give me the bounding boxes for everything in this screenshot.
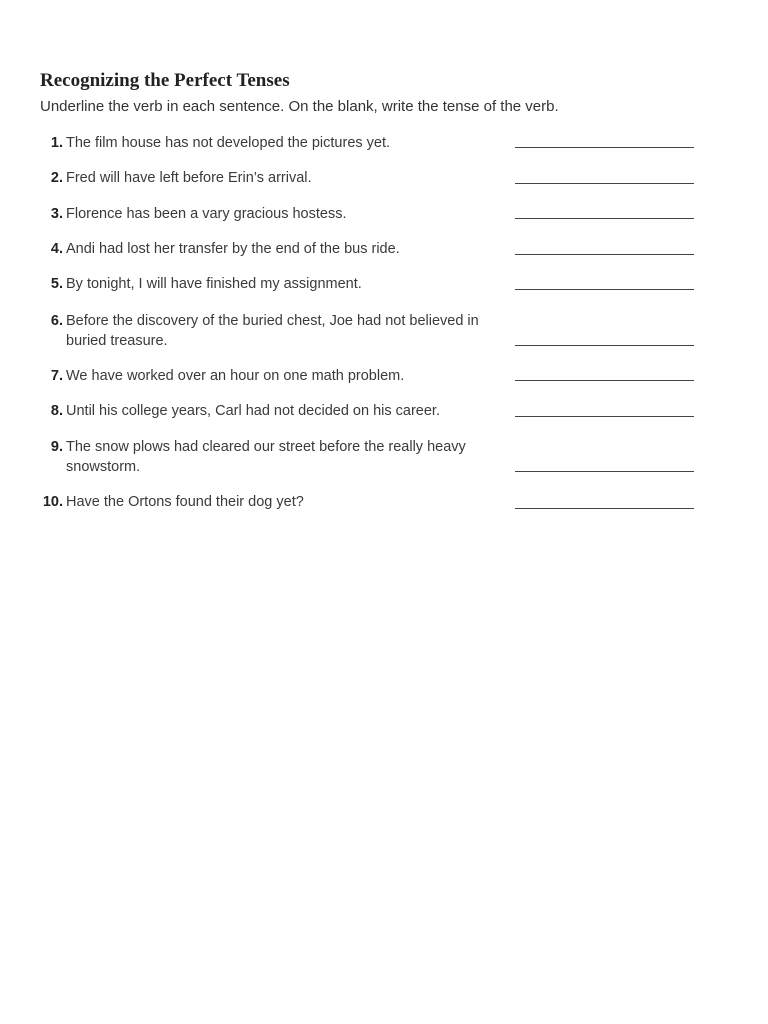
item-text: Fred will have left before Erin’s arrival. [66,170,312,186]
item-text: The snow plows had cleared our street before the really heavy snowstorm. [66,439,466,475]
answer-blank[interactable] [515,345,694,346]
answer-blank[interactable] [515,147,694,148]
answer-blank[interactable] [515,508,694,509]
item-number: 9. [50,439,63,455]
item-text: We have worked over an hour on one math problem. [66,368,405,384]
answer-blank[interactable] [515,183,694,184]
item-number: 7. [50,368,63,384]
item-text: Before the discovery of the buried chest, Joe had not believed in buried treasure. [66,313,479,349]
item-text: Florence has been a vary gracious hostess. [66,206,347,222]
item-text: The film house has not developed the pictures yet. [66,135,391,151]
item-number: 5. [50,276,63,292]
answer-blank[interactable] [515,416,694,417]
item-number: 2. [50,170,63,186]
answer-blank[interactable] [515,380,694,381]
page-title: Recognizing the Perfect Tenses [40,70,290,91]
answer-blank[interactable] [515,289,694,290]
item-text: Andi had lost her transfer by the end of the bus ride. [66,241,400,257]
item-number: 3. [50,206,63,222]
item-number: 6. [50,313,63,329]
answer-blank[interactable] [515,218,694,219]
answer-blank[interactable] [515,254,694,255]
instructions: Underline the verb in each sentence. On the blank, write the tense of the verb. [40,98,559,115]
item-number: 8. [50,403,63,419]
item-text: Until his college years, Carl had not decided on his career. [66,403,440,419]
answer-blank[interactable] [515,471,694,472]
item-text: By tonight, I will have finished my assignment. [66,276,362,292]
item-number: 1. [50,135,63,151]
item-number: 4. [50,241,63,257]
item-number: 10. [42,494,63,510]
item-text: Have the Ortons found their dog yet? [66,494,304,510]
